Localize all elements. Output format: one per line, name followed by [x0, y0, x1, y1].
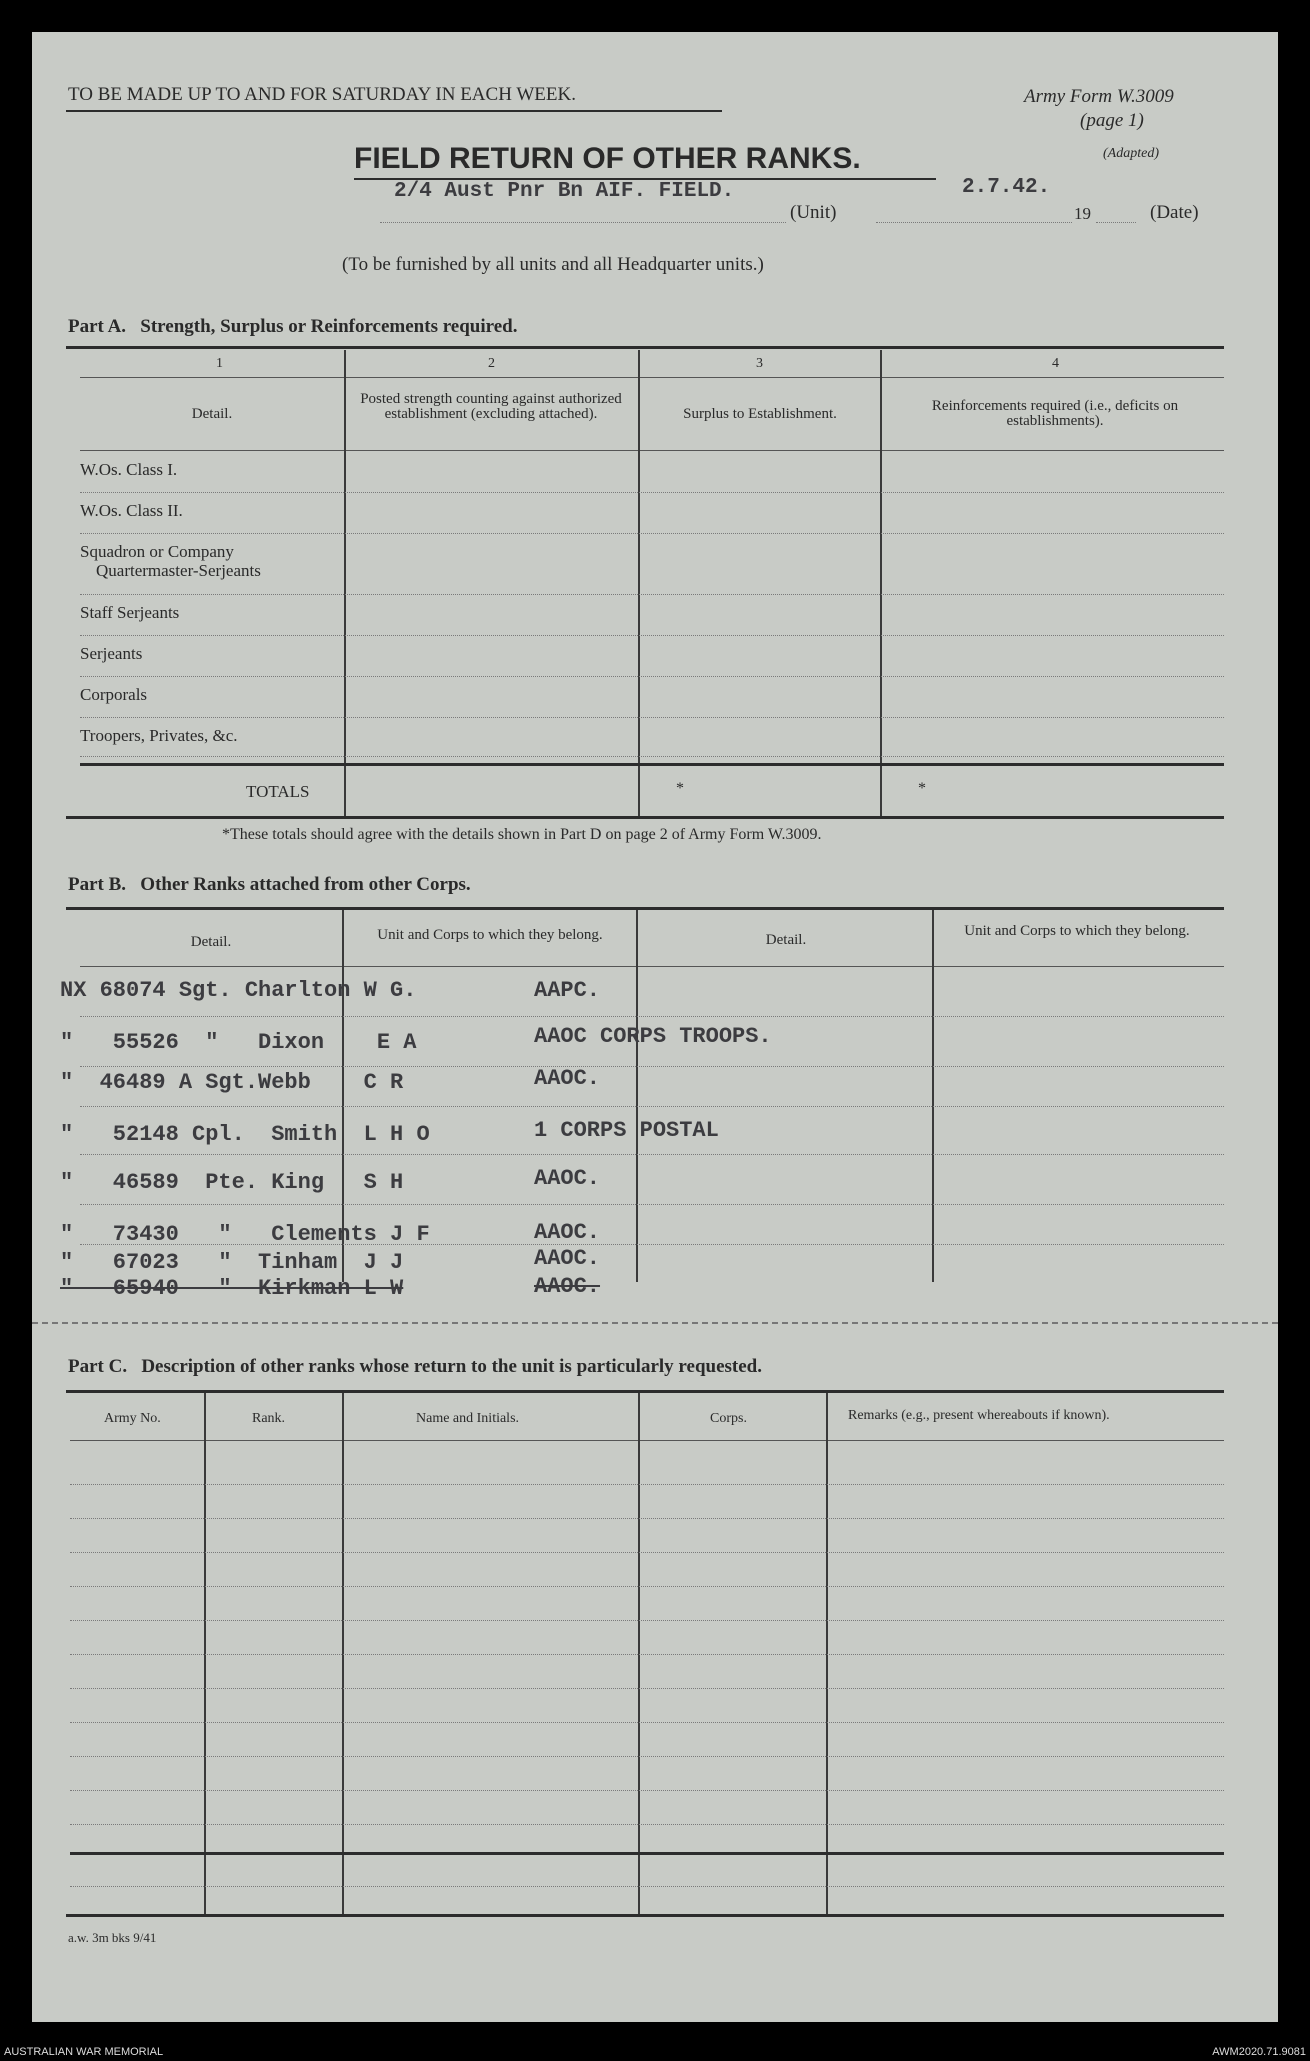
part-a-top-rule: [66, 346, 1224, 349]
row-rule: [80, 717, 1224, 718]
instruction-underline: [66, 110, 722, 112]
part-a-row-label: Quartermaster-Serjeants: [96, 561, 261, 580]
attached-entry-corps: AAOC CORPS TROOPS.: [534, 1024, 772, 1049]
year-line: [1096, 222, 1136, 223]
part-a-col-number-2: 2: [488, 356, 495, 371]
part-b-heading: Part B. Other Ranks attached from other Corps.: [68, 874, 471, 895]
archive-reference: AWM2020.71.9081: [1212, 2046, 1306, 2058]
part-b-top-rule: [66, 907, 1224, 910]
part-a-row-label: Staff Serjeants: [80, 603, 180, 622]
unit-line: [380, 222, 786, 223]
part-c-header-army-no: Army No.: [104, 1411, 161, 1426]
part-a-header-detail: Detail.: [191, 406, 233, 422]
row-rule: [80, 492, 1224, 493]
row-rule: [70, 1586, 1224, 1587]
date-label: (Date): [1150, 202, 1199, 223]
part-a-row-label: W.Os. Class II.: [80, 501, 183, 520]
row-rule: [80, 1066, 1224, 1067]
attached-entry-corps: AAPC.: [534, 978, 601, 1003]
row-rule: [80, 756, 1224, 757]
part-b-header-corps: Unit and Corps to which they belong.: [377, 927, 603, 943]
form-name: Army Form W.3009: [1024, 86, 1174, 107]
part-a-bottom-rule: [66, 816, 1224, 819]
part-b-header-detail: Detail.: [190, 934, 232, 950]
part-a-row-label: W.Os. Class I.: [80, 460, 178, 479]
surplus-total-asterisk: *: [676, 780, 684, 797]
archive-credit: AUSTRALIAN WAR MEMORIAL: [4, 2046, 164, 2058]
row-rule: [70, 1688, 1224, 1689]
part-c-sum-rule: [70, 1852, 1224, 1855]
row-rule: [70, 1722, 1224, 1723]
row-rule: [70, 1620, 1224, 1621]
attached-entry-detail: " 52148 Cpl. Smith L H O: [60, 1122, 430, 1147]
row-rule: [70, 1756, 1224, 1757]
print-code: a.w. 3m bks 9/41: [68, 1930, 157, 1945]
part-a-row-label: Serjeants: [80, 644, 143, 663]
adapted-label: (Adapted): [1103, 146, 1159, 161]
part-c-top-rule: [66, 1390, 1224, 1393]
attached-entry-detail: " 73430 " Clements J F: [60, 1222, 430, 1247]
subtitle: (To be furnished by all units and all Headquarter units.): [342, 254, 764, 275]
part-a-col-divider-3: [880, 350, 882, 816]
part-a-header-surplus: Surplus to Establishment.: [683, 406, 837, 422]
part-a-col-number-3: 3: [756, 356, 763, 371]
row-rule: [80, 1106, 1224, 1107]
year-prefix: 19: [1074, 204, 1091, 223]
row-rule: [80, 1204, 1224, 1205]
attached-entry-corps: AAOC.: [534, 1166, 601, 1191]
attached-entry-corps: AAOC.: [534, 1246, 601, 1271]
row-rule: [70, 1484, 1224, 1485]
row-rule: [70, 1790, 1224, 1791]
part-c-heading: Part C. Description of other ranks whose return to the unit is particularly requested.: [68, 1356, 762, 1377]
attached-entry-corps-struck: AAOC.: [534, 1274, 601, 1299]
part-b-col-divider-2: [636, 910, 638, 1282]
part-c-header-corps: Corps.: [710, 1411, 747, 1426]
date-line: [876, 222, 1072, 223]
page-number: (page 1): [1080, 110, 1144, 131]
part-b-header-corps-2: Unit and Corps to which they belong.: [964, 923, 1190, 939]
part-a-header-posted: Posted strength counting against authorized establishment (excluding attached).: [360, 391, 622, 422]
part-a-row-label: Corporals: [80, 685, 148, 704]
totals-rule: [80, 763, 1224, 766]
row-rule: [70, 1824, 1224, 1825]
row-rule: [70, 1552, 1224, 1553]
attached-entry-detail: " 46589 Pte. King S H: [60, 1170, 404, 1195]
attached-entry-detail: " 46489 A Sgt.Webb C R: [60, 1070, 404, 1095]
row-rule: [70, 1654, 1224, 1655]
part-a-heading: Part A. Strength, Surplus or Reinforcements required.: [68, 316, 518, 337]
part-a-header-reinforcements: Reinforcements required (i.e., deficits on establishments).: [931, 398, 1179, 429]
attached-entry-detail: " 55526 " Dixon E A: [60, 1030, 417, 1055]
part-a-col-divider-1: [344, 350, 346, 816]
part-c-header-remarks: Remarks (e.g., present whereabouts if known).: [848, 1408, 1110, 1423]
instruction-text: TO BE MADE UP TO AND FOR SATURDAY IN EACH WEEK.: [68, 84, 576, 105]
reinforcements-total-asterisk: *: [918, 780, 926, 797]
part-a-col-number-4: 4: [1052, 356, 1059, 371]
part-b-col-divider-3: [932, 910, 934, 1282]
part-a-col-number-1: 1: [216, 356, 223, 371]
attached-entry-detail-struck: " 65940 " Kirkman L W: [60, 1276, 404, 1301]
part-a-note: *These totals should agree with the details shown in Part D on page 2 of Army Form W.3009.: [222, 826, 822, 843]
part-c-header-rule: [70, 1440, 1224, 1441]
date-value: 2.7.42.: [962, 176, 1051, 199]
part-b-header-rule: [80, 966, 1224, 967]
row-rule: [80, 635, 1224, 636]
row-rule: [80, 594, 1224, 595]
row-rule: [80, 1016, 1224, 1017]
unit-label: (Unit): [790, 202, 837, 223]
part-a-row-label: Squadron or Company: [80, 542, 234, 561]
attached-entry-corps: 1 CORPS POSTAL: [534, 1118, 719, 1143]
cut-line: [32, 1322, 1278, 1324]
row-rule: [80, 533, 1224, 534]
part-a-col-divider-2: [638, 350, 640, 816]
part-a-header-rule: [80, 450, 1224, 451]
row-rule: [70, 1518, 1224, 1519]
attached-entry-detail: NX 68074 Sgt. Charlton W G.: [60, 978, 417, 1003]
part-a-row-label: Troopers, Privates, &c.: [80, 726, 238, 745]
attached-entry-corps: AAOC.: [534, 1220, 601, 1245]
part-b-header-detail-2: Detail.: [765, 932, 807, 948]
unit-value: 2/4 Aust Pnr Bn AIF. FIELD.: [394, 180, 735, 203]
part-c-header-rank: Rank.: [252, 1411, 286, 1426]
row-rule: [70, 1886, 1224, 1887]
attached-entry-detail: " 67023 " Tinham J J: [60, 1250, 404, 1275]
totals-label: TOTALS: [246, 782, 310, 801]
part-c-bottom-rule: [66, 1914, 1224, 1917]
row-rule: [80, 1154, 1224, 1155]
part-c-header-name: Name and Initials.: [416, 1411, 520, 1426]
form-title: FIELD RETURN OF OTHER RANKS.: [354, 142, 861, 175]
attached-entry-corps: AAOC.: [534, 1066, 601, 1091]
part-a-number-rule: [80, 377, 1224, 378]
row-rule: [80, 676, 1224, 677]
